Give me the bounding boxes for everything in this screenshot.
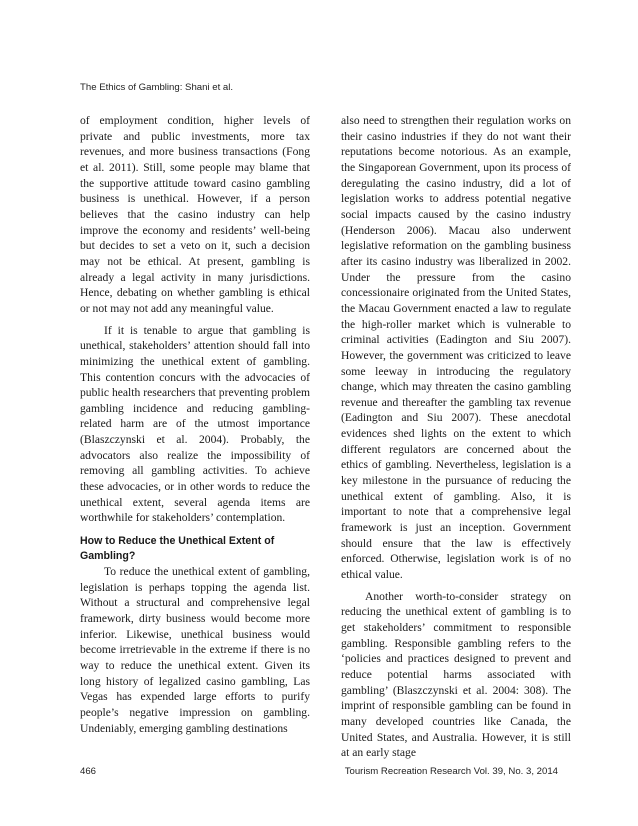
running-header: The Ethics of Gambling: Shani et al. (80, 82, 234, 93)
right-column (341, 113, 571, 761)
page-number: 466 (80, 766, 97, 777)
left-column (80, 113, 310, 736)
journal-citation: Tourism Recreation Research Vol. 39, No. 3, 2014 (344, 766, 558, 777)
paragraph-legislation: To reduce the unethical extent of gambling, legislation is perhaps topping the agenda list. Without a structural and comprehensive legal framework, dirty business would become more inferior. Likewise, unethical business would become irretrievable in the extreme if there is no way to reduce the unethical extent. Given its long history of legalized casino gambling, Las Vegas has expended large efforts to purify people’s negative impression on gambling. Undeniably, emerging gambling destinations (80, 565, 310, 735)
paragraph-regulation: also need to strengthen their regulation works on their casino industries if they do not want their reputations become notorious. As an example, the Singaporean Government, upon its process of deregulating the casino industry, did a lot of legislation works to address potential negative social impacts caused by the casino industry (Henderson 2006). Macau also underwent legislative reformation on the gambling business after its casino industry was liberalized in 2002. Under the pressure from the casino concessionaire originated from the United States, the Macau Government enacted a law to regulate the high-roller market which is vulnerable to criminal activities (Eadington and Siu 2007). However, the government was criticized to leave some leeway in introducing the regulatory change, which may threaten the casino gambling revenue and thereafter the gambling tax revenue (Eadington and Siu 2007). These anecdotal evidences shed lights on the extent to which different regulators are concerned about the ethics of gambling. Nevertheless, legislation is a key milestone in the pursuance of reducing the unethical extent of gambling. Also, it is important to note that a comprehensive legal framework is just an inception. Government should ensure that the law is effectively enforced. Otherwise, legislation work is of no ethical value. (341, 114, 571, 582)
paragraph-unethical-gambling: If it is tenable to argue that gambling is unethical, stakeholders’ attention should fall into minimizing the unethical extent of gambling. This contention concurs with the advocacies of public health researchers that preventing problem gambling incidence and reducing gambling-related harm are of the utmost importance (Blaszczynski et al. 2004). Probably, the advocators also realize the impossibility of removing all gambling activities. To achieve these advocacies, or in other words to reduce the unethical extent, several agenda items are worthwhile for stakeholders’ contemplation. (80, 323, 310, 525)
paragraph-continued: of employment condition, higher levels of private and public investments, more tax revenues, and more business transactions (Fong et al. 2011). Still, some people may blame that the supportive attitude toward casino gambling business is unethical. However, if a person believes that the casino industry can help improve the economy and residents’ well-being but decides to set a veto on it, such a decision may not be ethical. At present, gambling is already a legal activity in many jurisdictions. Hence, debating on whether gambling is ethical or not may not add any meaningful value. (80, 114, 310, 315)
paragraph-responsible-gambling: Another worth-to-consider strategy on reducing the unethical extent of gambling is to get stakeholders’ commitment to responsible gambling. Responsible gambling refers to the ‘policies and practices designed to prevent and reduce potential harms associated with gambling’ (Blaszczynski et al. 2004: 308). The imprint of responsible gambling can be found in many developed countries like Canada, the United States, and Australia. However, it is still at an early stage (341, 589, 571, 760)
section-heading: How to Reduce the Unethical Extent of Gambling? (80, 535, 275, 563)
